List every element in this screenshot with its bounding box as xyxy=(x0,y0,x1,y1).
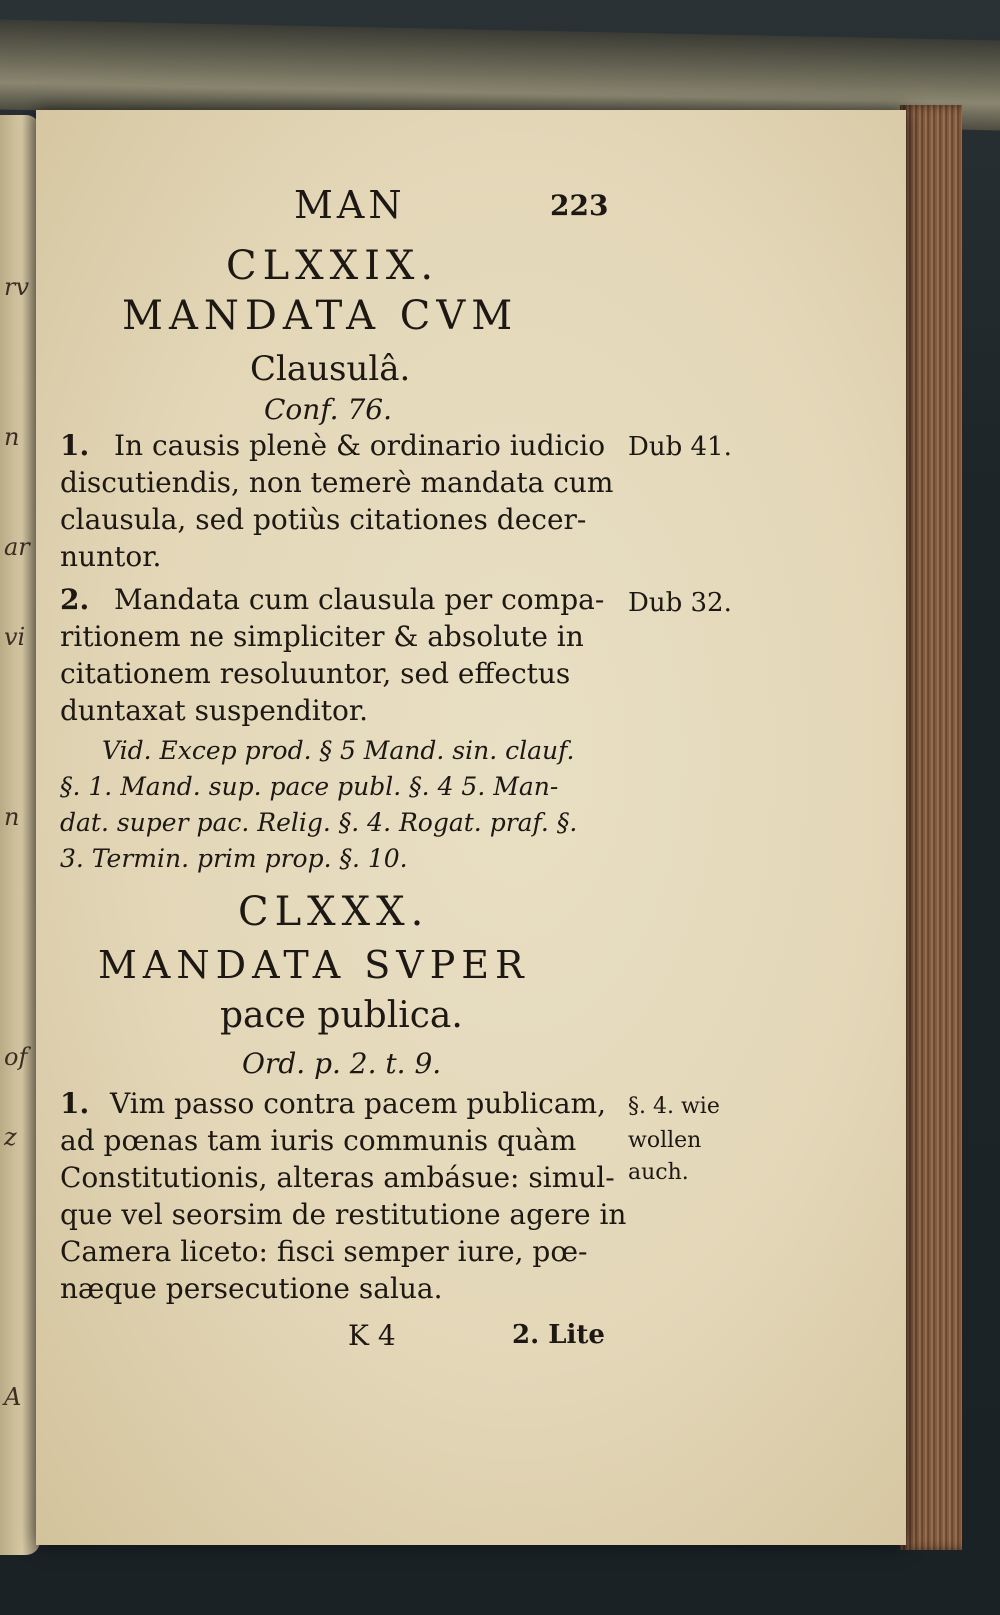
section-179-number: CLXXIX. xyxy=(226,243,440,289)
signature-mark: K 4 xyxy=(348,1319,396,1352)
facing-page-fragment: z xyxy=(4,1123,17,1151)
margin-note: Dub 32. xyxy=(628,588,732,618)
see-also-line: Vid. Excep prod. § 5 Mand. sin. clauf. xyxy=(102,736,575,765)
facing-page-fragment: ar xyxy=(4,533,30,561)
section-180-subtitle: pace publica. xyxy=(220,995,463,1036)
facing-page-fragment: n xyxy=(4,423,20,451)
paragraph-line: clausula, sed potiùs citationes decer- xyxy=(60,503,587,536)
paragraph-line: discutiendis, non temerè mandata cum xyxy=(60,466,614,499)
facing-page-fragment: rv xyxy=(4,273,30,301)
paragraph-line: Vim passo contra pacem publicam, xyxy=(110,1087,606,1120)
paragraph-line: que vel seorsim de restitutione agere in xyxy=(60,1198,627,1231)
paragraph-line: ritionem ne simpliciter & absolute in xyxy=(60,620,584,653)
section-180-title: MANDATA SVPER xyxy=(98,943,530,987)
paragraph-number: 2. xyxy=(60,583,90,616)
paragraph-line: Mandata cum clausula per compa- xyxy=(114,583,605,616)
facing-page-fragment: A xyxy=(4,1383,22,1411)
section-179-subtitle: Clausulâ. xyxy=(250,349,411,389)
running-head-word: MAN xyxy=(294,183,406,227)
margin-note: auch. xyxy=(628,1160,689,1185)
paragraph-line: In causis plenè & ordinario iudicio xyxy=(114,429,606,462)
paragraph-line: citationem resoluuntor, sed effectus xyxy=(60,657,571,690)
paragraph-line: duntaxat suspenditor. xyxy=(60,694,369,727)
facing-page-fragment: of xyxy=(4,1043,28,1071)
margin-note: Dub 41. xyxy=(628,432,732,462)
page-number: 223 xyxy=(550,189,609,222)
page-block-edges xyxy=(900,105,962,1550)
margin-note: §. 4. wie xyxy=(628,1094,720,1119)
section-179-title: MANDATA CVM xyxy=(122,293,519,339)
margin-note: wollen xyxy=(628,1128,702,1153)
see-also-line: 3. Termin. prim prop. §. 10. xyxy=(60,844,408,873)
facing-page-fragment: n xyxy=(4,803,20,831)
section-179-reference: Conf. 76. xyxy=(264,393,393,426)
paragraph-line: næque persecutione salua. xyxy=(60,1272,443,1305)
paragraph-line: Constitutionis, alteras ambásue: simul- xyxy=(60,1161,615,1194)
paragraph-number: 1. xyxy=(60,429,90,462)
see-also-line: §. 1. Mand. sup. pace publ. §. 4 5. Man- xyxy=(60,772,559,801)
paragraph-line: nuntor. xyxy=(60,540,162,573)
facing-page-fragment: vi xyxy=(4,623,26,651)
book-page xyxy=(36,110,906,1545)
see-also-line: dat. super pac. Relig. §. 4. Rogat. praf. §. xyxy=(60,808,578,837)
paragraph-line: ad pœnas tam iuris communis quàm xyxy=(60,1124,577,1157)
section-180-number: CLXXX. xyxy=(238,889,430,935)
paragraph-number: 1. xyxy=(60,1087,90,1120)
section-180-reference: Ord. p. 2. t. 9. xyxy=(242,1047,442,1080)
catchword: 2. Lite xyxy=(512,1320,605,1350)
paragraph-line: Camera liceto: fisci semper iure, pœ- xyxy=(60,1235,588,1268)
facing-page-edge xyxy=(0,115,40,1555)
